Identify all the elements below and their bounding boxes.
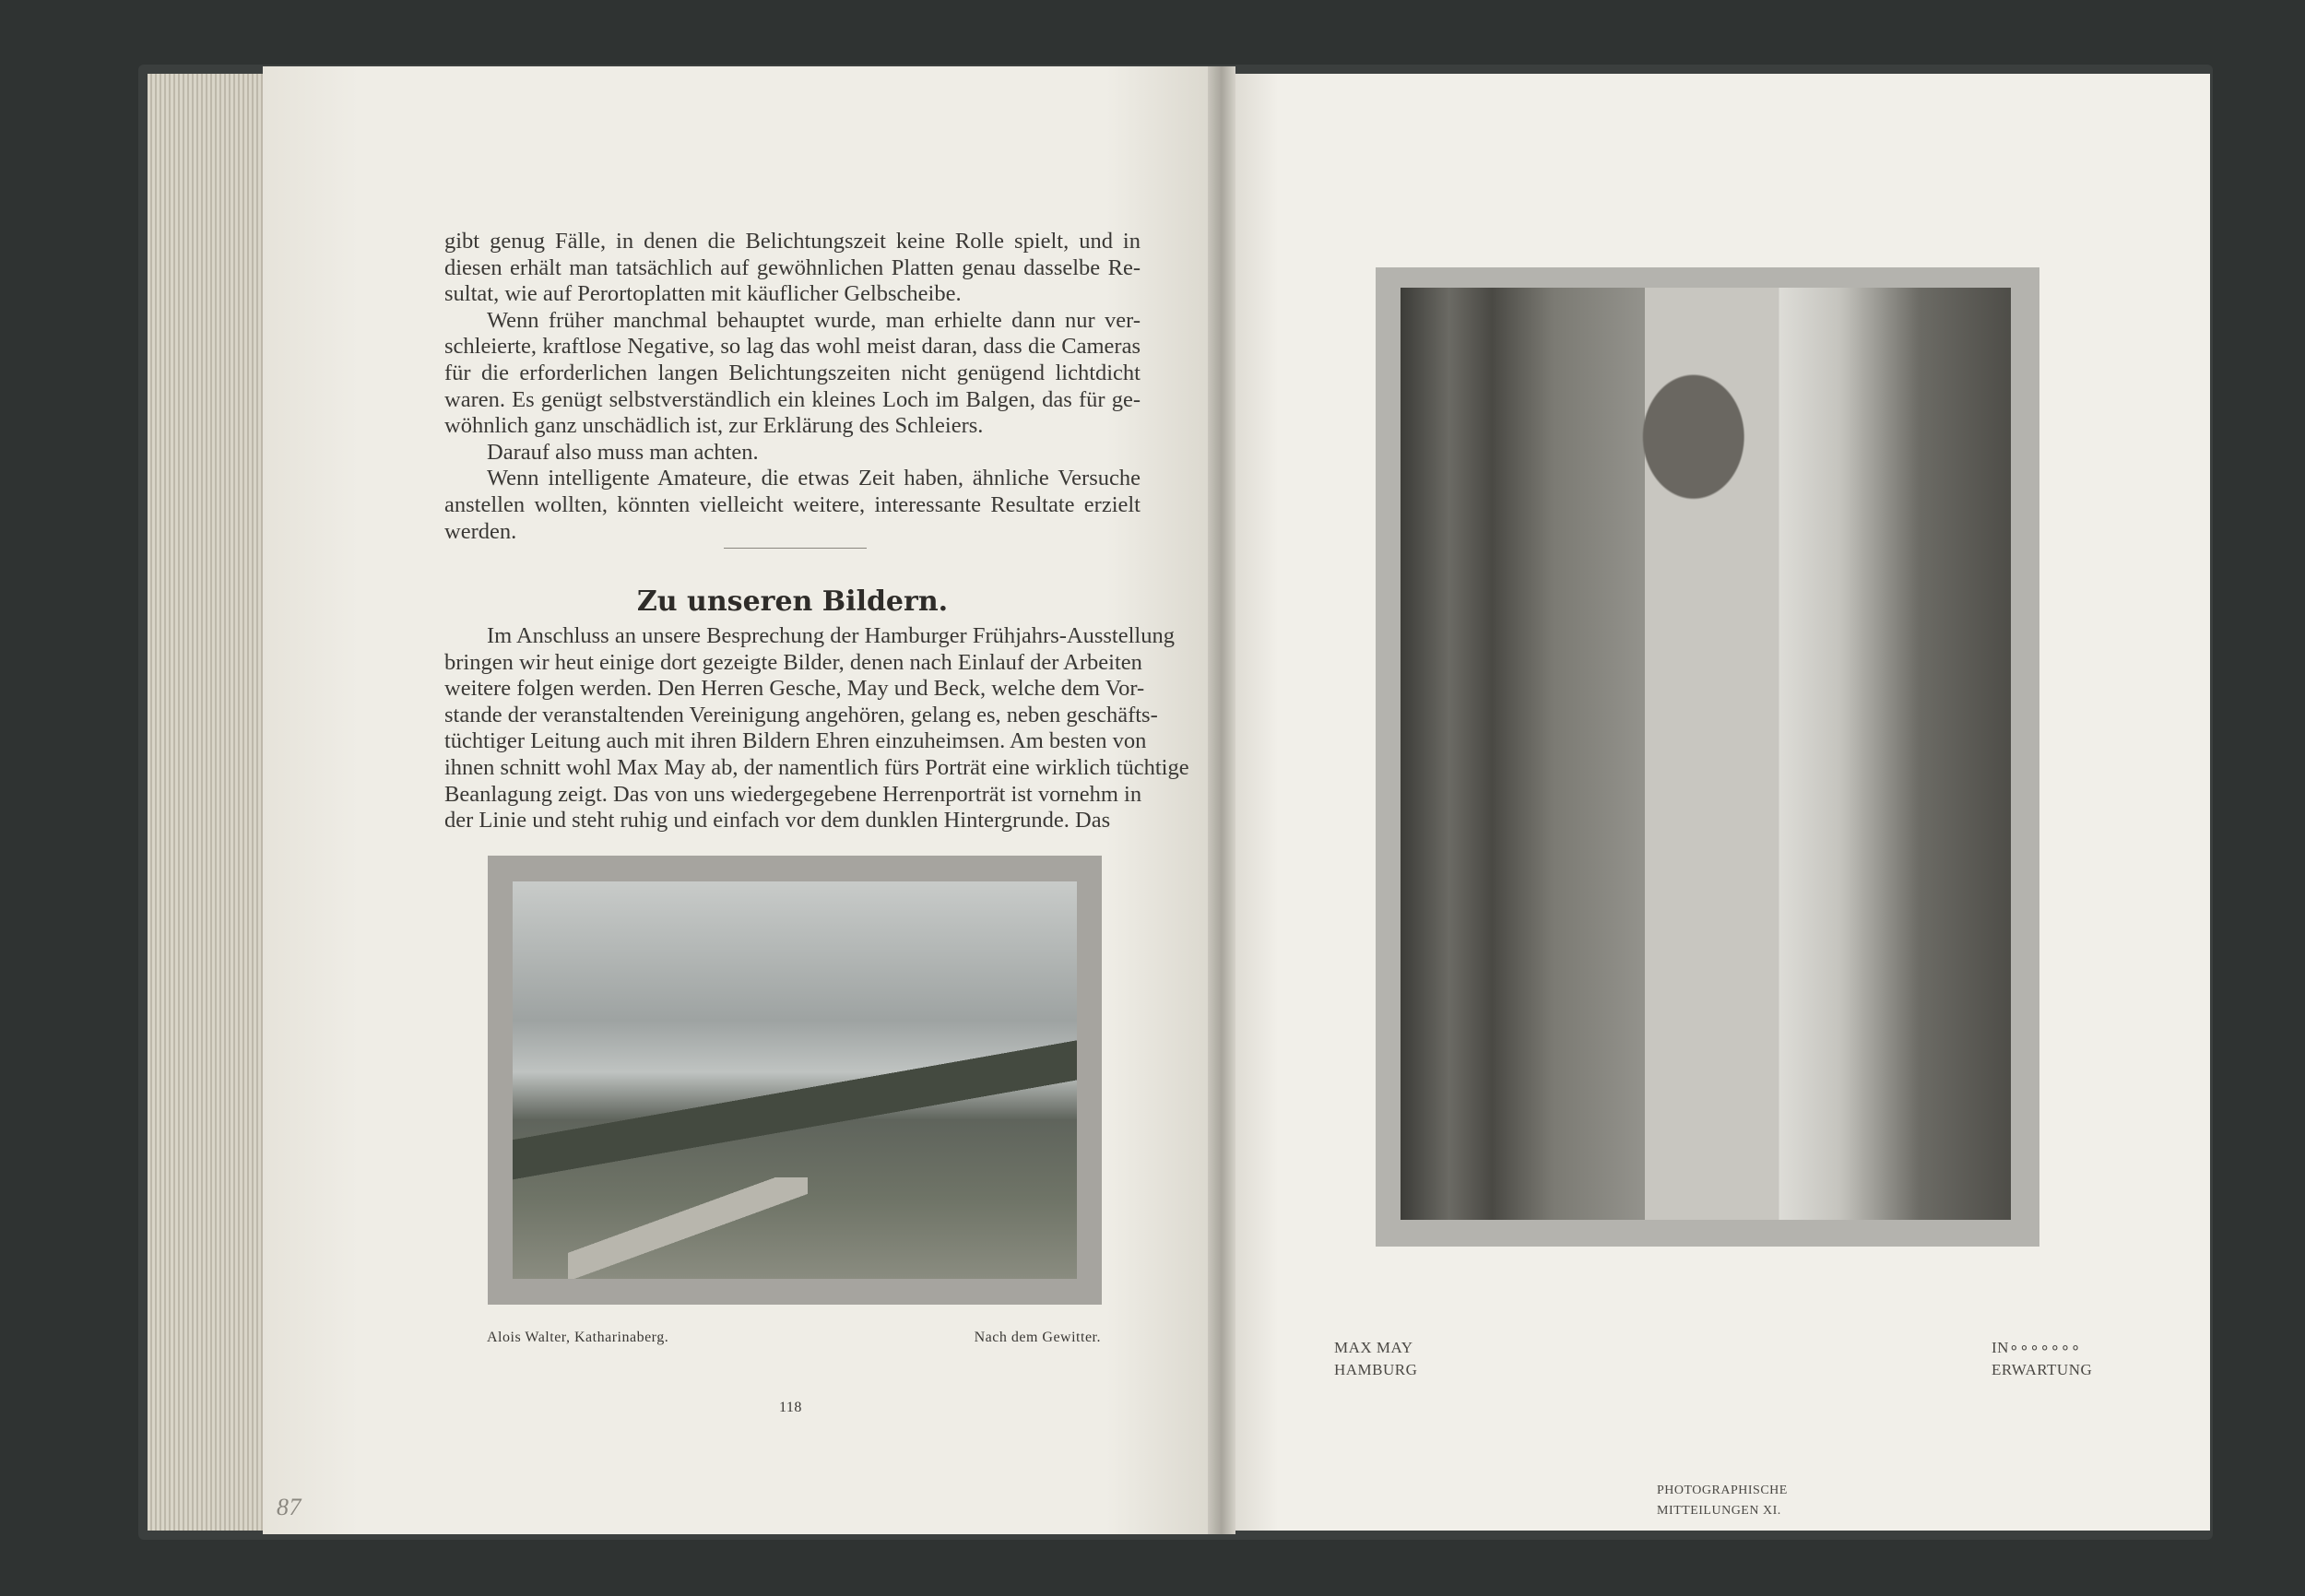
text-line: wöhnlich ganz unschädlich ist, zur Erklärung des Schleiers.: [444, 413, 984, 439]
plate-title-line1: IN∘∘∘∘∘∘∘: [1992, 1339, 2081, 1356]
photo-title: Nach dem Gewitter.: [974, 1330, 1101, 1345]
text-line: waren. Es genügt selbstverständlich ein kleines Loch im Balgen, das für ge-: [444, 386, 1141, 412]
journal-footer: [1657, 1481, 1788, 1521]
text-line: der Linie und steht ruhig und einfach vor dem dunklen Hintergrunde. Das: [444, 808, 1111, 833]
text-line: für die erforderlichen langen Belichtungszeiten nicht genügend lichtdicht: [444, 360, 1141, 385]
landscape-photo: [513, 881, 1077, 1279]
section-heading: Zu unseren Bildern.: [636, 585, 949, 618]
plate-title: [1992, 1337, 2092, 1381]
photographer-credit: [1334, 1337, 1417, 1381]
text-line: weitere folgen werden. Den Herren Gesche, May und Beck, welche dem Vor-: [444, 676, 1145, 702]
text-line: tüchtiger Leitung auch mit ihren Bildern Ehren einzuheimsen. Am besten von: [444, 728, 1147, 754]
book-gutter: [1208, 66, 1235, 1534]
photo-credit: Alois Walter, Katharinaberg.: [487, 1330, 669, 1345]
portrait-photo: [1401, 288, 2011, 1220]
road: [568, 1177, 808, 1279]
text-line: Wenn intelligente Amateure, die etwas Zeit haben, ähnliche Versuche: [487, 466, 1141, 491]
text-line: Darauf also muss man achten.: [487, 439, 759, 465]
page-number: 118: [779, 1400, 802, 1415]
text-line: werden.: [444, 518, 517, 544]
text-line: bringen wir heut einige dort gezeigte Bilder, denen nach Einlauf der Arbeiten: [444, 649, 1142, 675]
journal-name-line1: PHOTOGRAPHISCHE: [1657, 1484, 1788, 1497]
text-line: anstellen wollten, könnten vielleicht weitere, interessante Resultate erzielt: [444, 491, 1141, 517]
plate-title-line2: ERWARTUNG: [1992, 1361, 2093, 1378]
text-line: Beanlagung zeigt. Das von uns wiedergegebene Herrenporträt ist vornehm in: [444, 781, 1142, 807]
article-body-continued: [444, 229, 1141, 545]
page-edges: [148, 74, 277, 1531]
landscape-plate: [488, 856, 1102, 1305]
section-body: [444, 623, 1189, 834]
photographer-name: MAX MAY: [1334, 1339, 1413, 1356]
text-line: sultat, wie auf Perortoplatten mit käuflicher Gelbscheibe.: [444, 281, 962, 307]
section-divider: [724, 548, 867, 549]
text-line: diesen erhält man tatsächlich auf gewöhnlichen Platten genau dasselbe Re-: [444, 254, 1141, 280]
portrait-plate: [1376, 267, 2039, 1247]
text-line: Im Anschluss an unsere Besprechung der Hamburger Frühjahrs-Ausstellung: [487, 623, 1175, 648]
journal-name-line2: MITTEILUNGEN XI.: [1657, 1504, 1781, 1518]
text-line: schleierte, kraftlose Negative, so lag das wohl meist daran, dass die Cameras: [444, 334, 1141, 360]
photographer-city: HAMBURG: [1334, 1361, 1418, 1378]
pencil-note: 87: [277, 1494, 301, 1520]
text-line: stande der veranstaltenden Vereinigung angehören, gelang es, neben geschäfts-: [444, 702, 1158, 727]
text-line: gibt genug Fälle, in denen die Belichtungszeit keine Rolle spielt, und in: [444, 229, 1141, 254]
text-line: Wenn früher manchmal behauptet wurde, man erhielte dann nur ver-: [487, 307, 1141, 333]
text-line: ihnen schnitt wohl Max May ab, der namentlich fürs Porträt eine wirklich tüchtige: [444, 754, 1189, 780]
